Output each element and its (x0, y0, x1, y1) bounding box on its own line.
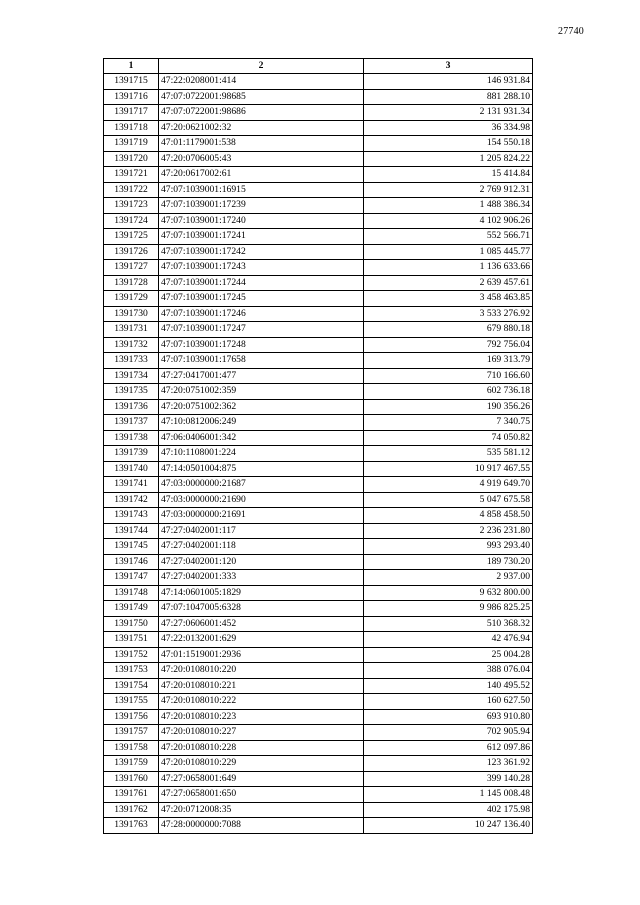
value-cell: 9 986 825.25 (364, 601, 533, 617)
row-number-cell: 1391750 (104, 616, 159, 632)
value-cell: 1 145 008.48 (364, 787, 533, 803)
cadastral-number-cell: 47:27:0658001:649 (159, 771, 364, 787)
table-row (104, 105, 533, 121)
cadastral-number-cell: 47:22:0208001:414 (159, 74, 364, 90)
table-row (104, 306, 533, 322)
value-cell: 146 931.84 (364, 74, 533, 90)
row-number-cell: 1391760 (104, 771, 159, 787)
value-cell: 3 458 463.85 (364, 291, 533, 307)
header-col-1: 1 (104, 59, 159, 74)
row-number-cell: 1391753 (104, 663, 159, 679)
cadastral-number-cell: 47:07:1039001:17241 (159, 229, 364, 245)
row-number-cell: 1391747 (104, 570, 159, 586)
table-row (104, 632, 533, 648)
cadastral-number-cell: 47:07:0722001:98685 (159, 89, 364, 105)
cadastral-number-cell: 47:07:1039001:17239 (159, 198, 364, 214)
value-cell: 2 639 457.61 (364, 275, 533, 291)
cadastral-number-cell: 47:27:0417001:477 (159, 368, 364, 384)
table-row (104, 229, 533, 245)
cadastral-number-cell: 47:07:1039001:17247 (159, 322, 364, 338)
row-number-cell: 1391762 (104, 802, 159, 818)
value-cell: 399 140.28 (364, 771, 533, 787)
table-row (104, 539, 533, 555)
cadastral-number-cell: 47:20:0751002:359 (159, 384, 364, 400)
table-row (104, 818, 533, 834)
cadastral-number-cell: 47:20:0712008:35 (159, 802, 364, 818)
value-cell: 1 085 445.77 (364, 244, 533, 260)
table-row (104, 771, 533, 787)
cadastral-number-cell: 47:01:1519001:2936 (159, 647, 364, 663)
table-row (104, 585, 533, 601)
value-cell: 140 495.52 (364, 678, 533, 694)
cadastral-number-cell: 47:20:0108010:221 (159, 678, 364, 694)
row-number-cell: 1391716 (104, 89, 159, 105)
value-cell: 510 368.32 (364, 616, 533, 632)
table-row (104, 446, 533, 462)
row-number-cell: 1391757 (104, 725, 159, 741)
cadastral-number-cell: 47:27:0606001:452 (159, 616, 364, 632)
row-number-cell: 1391763 (104, 818, 159, 834)
cadastral-number-cell: 47:10:0812006:249 (159, 415, 364, 431)
row-number-cell: 1391720 (104, 151, 159, 167)
cadastral-number-cell: 47:03:0000000:21691 (159, 508, 364, 524)
table-row (104, 244, 533, 260)
header-row (104, 59, 533, 74)
row-number-cell: 1391734 (104, 368, 159, 384)
row-number-cell: 1391761 (104, 787, 159, 803)
row-number-cell: 1391715 (104, 74, 159, 90)
value-cell: 36 334.98 (364, 120, 533, 136)
value-cell: 10 247 136.40 (364, 818, 533, 834)
row-number-cell: 1391726 (104, 244, 159, 260)
table-row (104, 74, 533, 90)
table-row (104, 322, 533, 338)
cadastral-number-cell: 47:20:0751002:362 (159, 399, 364, 415)
table-row (104, 570, 533, 586)
cadastral-number-cell: 47:22:0132001:629 (159, 632, 364, 648)
row-number-cell: 1391746 (104, 554, 159, 570)
value-cell: 25 004.28 (364, 647, 533, 663)
value-cell: 693 910.80 (364, 709, 533, 725)
cadastral-number-cell: 47:27:0402001:118 (159, 539, 364, 555)
row-number-cell: 1391731 (104, 322, 159, 338)
table-header (104, 59, 533, 74)
value-cell: 1 488 386.34 (364, 198, 533, 214)
value-cell: 1 136 633.66 (364, 260, 533, 276)
table-row (104, 353, 533, 369)
row-number-cell: 1391729 (104, 291, 159, 307)
row-number-cell: 1391755 (104, 694, 159, 710)
value-cell: 612 097.86 (364, 740, 533, 756)
cadastral-number-cell: 47:07:1039001:17658 (159, 353, 364, 369)
row-number-cell: 1391727 (104, 260, 159, 276)
value-cell: 15 414.84 (364, 167, 533, 183)
table-row (104, 756, 533, 772)
row-number-cell: 1391725 (104, 229, 159, 245)
row-number-cell: 1391754 (104, 678, 159, 694)
value-cell: 2 131 931.34 (364, 105, 533, 121)
cadastral-number-cell: 47:07:1039001:17246 (159, 306, 364, 322)
row-number-cell: 1391744 (104, 523, 159, 539)
row-number-cell: 1391758 (104, 740, 159, 756)
value-cell: 881 288.10 (364, 89, 533, 105)
cadastral-number-cell: 47:20:0108010:228 (159, 740, 364, 756)
row-number-cell: 1391745 (104, 539, 159, 555)
table-row (104, 740, 533, 756)
value-cell: 1 205 824.22 (364, 151, 533, 167)
cadastral-number-cell: 47:27:0402001:117 (159, 523, 364, 539)
row-number-cell: 1391752 (104, 647, 159, 663)
value-cell: 535 581.12 (364, 446, 533, 462)
table-body (104, 74, 533, 834)
value-cell: 388 076.04 (364, 663, 533, 679)
value-cell: 4 858 458.50 (364, 508, 533, 524)
table-row (104, 182, 533, 198)
table-row (104, 275, 533, 291)
cadastral-number-cell: 47:20:0621002:32 (159, 120, 364, 136)
value-cell: 2 236 231.80 (364, 523, 533, 539)
header-col-2: 2 (159, 59, 364, 74)
cadastral-number-cell: 47:27:0402001:333 (159, 570, 364, 586)
value-cell: 169 313.79 (364, 353, 533, 369)
cadastral-number-cell: 47:14:0601005:1829 (159, 585, 364, 601)
value-cell: 9 632 800.00 (364, 585, 533, 601)
row-number-cell: 1391741 (104, 477, 159, 493)
row-number-cell: 1391749 (104, 601, 159, 617)
row-number-cell: 1391756 (104, 709, 159, 725)
row-number-cell: 1391736 (104, 399, 159, 415)
table-row (104, 523, 533, 539)
value-cell: 2 769 912.31 (364, 182, 533, 198)
table-row (104, 151, 533, 167)
row-number-cell: 1391717 (104, 105, 159, 121)
table-row (104, 461, 533, 477)
table-row (104, 647, 533, 663)
table-row (104, 260, 533, 276)
data-table (103, 58, 533, 834)
table-row (104, 167, 533, 183)
cadastral-number-cell: 47:20:0108010:223 (159, 709, 364, 725)
table-row (104, 663, 533, 679)
value-cell: 123 361.92 (364, 756, 533, 772)
table-row (104, 213, 533, 229)
table-row (104, 694, 533, 710)
row-number-cell: 1391721 (104, 167, 159, 183)
table-row (104, 136, 533, 152)
value-cell: 4 102 906.26 (364, 213, 533, 229)
value-cell: 402 175.98 (364, 802, 533, 818)
row-number-cell: 1391748 (104, 585, 159, 601)
value-cell: 710 166.60 (364, 368, 533, 384)
table-row (104, 291, 533, 307)
header-col-3: 3 (364, 59, 533, 74)
cadastral-number-cell: 47:20:0108010:227 (159, 725, 364, 741)
page-number: 27740 (558, 26, 584, 37)
row-number-cell: 1391724 (104, 213, 159, 229)
row-number-cell: 1391751 (104, 632, 159, 648)
table-row (104, 616, 533, 632)
row-number-cell: 1391740 (104, 461, 159, 477)
value-cell: 160 627.50 (364, 694, 533, 710)
row-number-cell: 1391730 (104, 306, 159, 322)
row-number-cell: 1391759 (104, 756, 159, 772)
value-cell: 3 533 276.92 (364, 306, 533, 322)
table-row (104, 368, 533, 384)
row-number-cell: 1391718 (104, 120, 159, 136)
value-cell: 2 937.00 (364, 570, 533, 586)
row-number-cell: 1391719 (104, 136, 159, 152)
table-row (104, 198, 533, 214)
table-row (104, 430, 533, 446)
value-cell: 74 050.82 (364, 430, 533, 446)
cadastral-number-cell: 47:01:1179001:538 (159, 136, 364, 152)
value-cell: 792 756.04 (364, 337, 533, 353)
value-cell: 552 566.71 (364, 229, 533, 245)
cadastral-number-cell: 47:20:0108010:220 (159, 663, 364, 679)
table-row (104, 787, 533, 803)
row-number-cell: 1391743 (104, 508, 159, 524)
table-row (104, 492, 533, 508)
row-number-cell: 1391735 (104, 384, 159, 400)
value-cell: 189 730.20 (364, 554, 533, 570)
cadastral-number-cell: 47:07:0722001:98686 (159, 105, 364, 121)
cadastral-number-cell: 47:06:0406001:342 (159, 430, 364, 446)
cadastral-number-cell: 47:20:0706005:43 (159, 151, 364, 167)
value-cell: 602 736.18 (364, 384, 533, 400)
cadastral-number-cell: 47:20:0617002:61 (159, 167, 364, 183)
cadastral-number-cell: 47:20:0108010:222 (159, 694, 364, 710)
cadastral-number-cell: 47:07:1039001:17240 (159, 213, 364, 229)
value-cell: 5 047 675.58 (364, 492, 533, 508)
cadastral-number-cell: 47:03:0000000:21690 (159, 492, 364, 508)
table-row (104, 508, 533, 524)
row-number-cell: 1391742 (104, 492, 159, 508)
table-row (104, 477, 533, 493)
cadastral-number-cell: 47:20:0108010:229 (159, 756, 364, 772)
table-row (104, 802, 533, 818)
cadastral-number-cell: 47:07:1039001:17242 (159, 244, 364, 260)
table-row (104, 120, 533, 136)
table-row (104, 384, 533, 400)
row-number-cell: 1391737 (104, 415, 159, 431)
cadastral-number-cell: 47:27:0402001:120 (159, 554, 364, 570)
value-cell: 42 476.94 (364, 632, 533, 648)
value-cell: 10 917 467.55 (364, 461, 533, 477)
row-number-cell: 1391733 (104, 353, 159, 369)
row-number-cell: 1391728 (104, 275, 159, 291)
table-row (104, 399, 533, 415)
table-row (104, 709, 533, 725)
value-cell: 679 880.18 (364, 322, 533, 338)
cadastral-number-cell: 47:07:1039001:17245 (159, 291, 364, 307)
table-row (104, 678, 533, 694)
cadastral-number-cell: 47:07:1039001:17248 (159, 337, 364, 353)
value-cell: 154 550.18 (364, 136, 533, 152)
cadastral-number-cell: 47:27:0658001:650 (159, 787, 364, 803)
row-number-cell: 1391723 (104, 198, 159, 214)
table-row (104, 89, 533, 105)
value-cell: 190 356.26 (364, 399, 533, 415)
table-row (104, 554, 533, 570)
table-row (104, 601, 533, 617)
value-cell: 4 919 649.70 (364, 477, 533, 493)
row-number-cell: 1391738 (104, 430, 159, 446)
cadastral-number-cell: 47:07:1039001:16915 (159, 182, 364, 198)
cadastral-number-cell: 47:07:1039001:17244 (159, 275, 364, 291)
row-number-cell: 1391739 (104, 446, 159, 462)
table-row (104, 415, 533, 431)
row-number-cell: 1391722 (104, 182, 159, 198)
value-cell: 702 905.94 (364, 725, 533, 741)
value-cell: 993 293.40 (364, 539, 533, 555)
row-number-cell: 1391732 (104, 337, 159, 353)
cadastral-number-cell: 47:28:0000000:7088 (159, 818, 364, 834)
cadastral-number-cell: 47:07:1047005:6328 (159, 601, 364, 617)
table-row (104, 337, 533, 353)
cadastral-number-cell: 47:03:0000000:21687 (159, 477, 364, 493)
cadastral-number-cell: 47:07:1039001:17243 (159, 260, 364, 276)
cadastral-number-cell: 47:14:0501004:875 (159, 461, 364, 477)
table-row (104, 725, 533, 741)
value-cell: 7 340.75 (364, 415, 533, 431)
cadastral-number-cell: 47:10:1108001:224 (159, 446, 364, 462)
